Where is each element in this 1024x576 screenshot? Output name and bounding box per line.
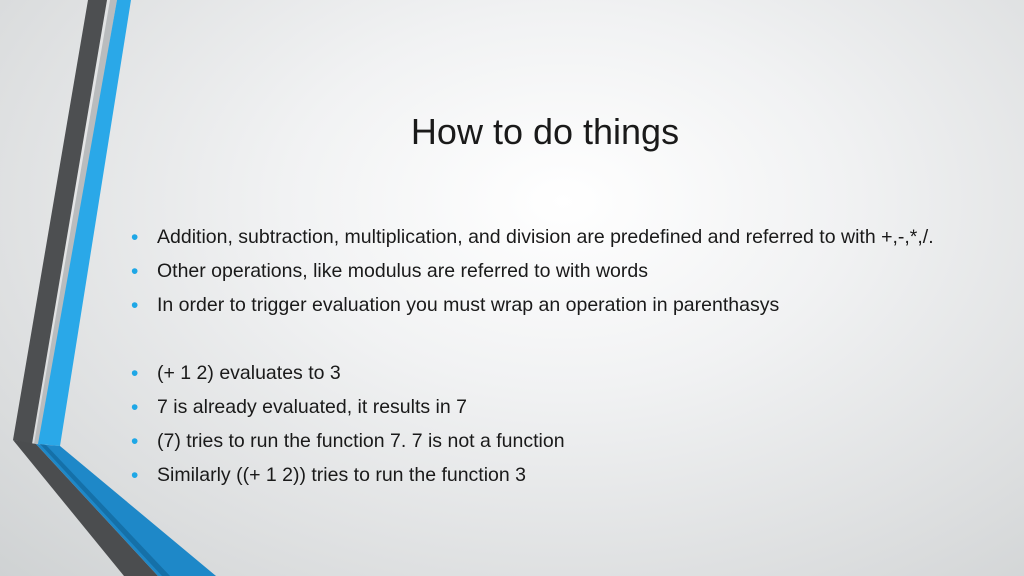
- bullet-icon: •: [131, 430, 139, 453]
- bullet-text: Other operations, like modulus are referred to with words: [157, 260, 648, 282]
- list-item: [130, 226, 950, 249]
- bullet-text: (+ 1 2) evaluates to 3: [157, 362, 341, 384]
- bullet-text: In order to trigger evaluation you must wrap an operation in parenthasys: [157, 294, 780, 316]
- slide-title: How to do things: [410, 111, 680, 152]
- light-gray-stripe: [34, 0, 117, 444]
- bullet-icon: •: [131, 362, 139, 385]
- bullet-icon: •: [131, 294, 139, 317]
- bullet-icon: •: [131, 260, 139, 283]
- list-item: [130, 430, 950, 453]
- list-item: [130, 464, 950, 487]
- bullet-text: Similarly ((+ 1 2)) tries to run the function 3: [157, 464, 527, 486]
- bullet-text: (7) tries to run the function 7. 7 is not a function: [157, 430, 565, 452]
- list-item: [130, 294, 950, 317]
- bullet-icon: •: [131, 226, 139, 249]
- bullet-list: [130, 226, 950, 487]
- list-item: [130, 260, 950, 283]
- list-item: [130, 396, 950, 419]
- bullet-icon: •: [131, 464, 139, 487]
- bullet-text: Addition, subtraction, multiplication, and division are predefined and referred to with +,-,*,/.: [157, 226, 934, 248]
- bullet-text: 7 is already evaluated, it results in 7: [157, 396, 468, 418]
- list-item: [130, 362, 950, 385]
- bullet-icon: •: [131, 396, 139, 419]
